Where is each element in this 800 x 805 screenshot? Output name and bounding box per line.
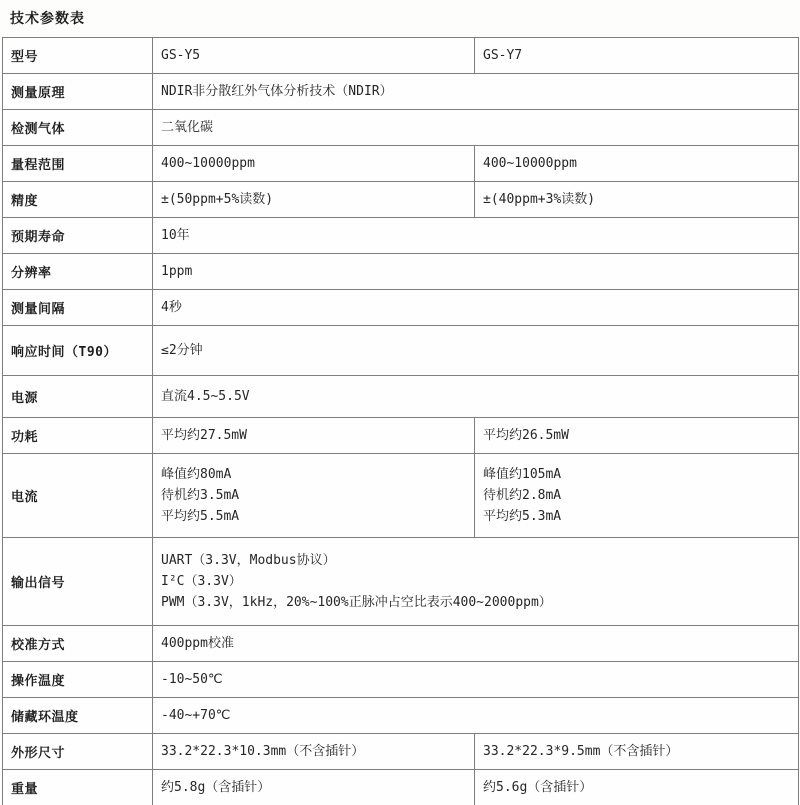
row-label: 测量间隔 [3, 290, 153, 326]
value-line: UART（3.3V，Modbus协议） [161, 553, 336, 568]
table-row [3, 146, 799, 182]
row-value [153, 662, 799, 698]
value-line: I²C（3.3V） [161, 574, 242, 589]
value-line: ≤2分钟 [161, 343, 203, 358]
row-label: 储藏环温度 [3, 698, 153, 734]
value-line: 直流4.5~5.5V [161, 389, 250, 404]
row-value [153, 376, 799, 418]
table-row [3, 454, 799, 538]
row-label: 型号 [3, 38, 153, 74]
row-label: 电源 [3, 376, 153, 418]
row-label: 测量原理 [3, 74, 153, 110]
value-line: 峰值约105mA [483, 467, 562, 482]
row-value [153, 454, 475, 538]
value-line: 400ppm校准 [161, 636, 234, 651]
row-value [153, 770, 475, 805]
row-label: 精度 [3, 182, 153, 218]
table-row [3, 254, 799, 290]
value-line: 1ppm [161, 264, 193, 279]
row-value [153, 626, 799, 662]
table-row [3, 182, 799, 218]
value-line: GS-Y7 [483, 48, 523, 63]
row-value [475, 146, 799, 182]
row-value [153, 38, 475, 74]
table-row [3, 110, 799, 146]
table-row [3, 662, 799, 698]
row-label: 操作温度 [3, 662, 153, 698]
row-value [153, 418, 475, 454]
value-line: 峰值约80mA [161, 467, 232, 482]
value-line: -10~50℃ [161, 672, 223, 687]
page-title: 技术参数表 [10, 11, 85, 27]
value-line: GS-Y5 [161, 48, 201, 63]
row-value [153, 182, 475, 218]
value-line: 33.2*22.3*9.5mm（不含插针） [483, 744, 679, 759]
row-label: 输出信号 [3, 538, 153, 626]
row-value [475, 770, 799, 805]
table-row [3, 326, 799, 376]
table-row [3, 290, 799, 326]
value-line: 约5.8g（含插针） [161, 780, 271, 795]
row-value [153, 326, 799, 376]
row-value [475, 418, 799, 454]
row-label: 重量 [3, 770, 153, 805]
table-row [3, 698, 799, 734]
table-row [3, 418, 799, 454]
value-line: 约5.6g（含插针） [483, 780, 593, 795]
value-line: 400~10000ppm [483, 156, 577, 171]
row-value [475, 182, 799, 218]
value-line: 待机约3.5mA [161, 488, 240, 503]
row-value [475, 38, 799, 74]
row-value [475, 454, 799, 538]
row-label: 量程范围 [3, 146, 153, 182]
row-label: 功耗 [3, 418, 153, 454]
row-value [153, 254, 799, 290]
value-line: 平均约5.5mA [161, 509, 240, 524]
row-label: 电流 [3, 454, 153, 538]
value-line: 4秒 [161, 300, 182, 315]
table-row [3, 376, 799, 418]
row-label: 检测气体 [3, 110, 153, 146]
value-line: 33.2*22.3*10.3mm（不含插针） [161, 744, 365, 759]
row-value [153, 110, 799, 146]
value-line: 二氧化碳 [161, 120, 214, 135]
row-value [153, 74, 799, 110]
table-row [3, 218, 799, 254]
row-label: 外形尺寸 [3, 734, 153, 770]
value-line: PWM（3.3V，1kHz，20%~100%正脉冲占空比表示400~2000ppm） [161, 595, 552, 610]
row-value [153, 146, 475, 182]
row-value [153, 734, 475, 770]
value-line: 400~10000ppm [161, 156, 255, 171]
value-line: NDIR非分散红外气体分析技术（NDIR） [161, 84, 393, 99]
row-value [153, 698, 799, 734]
row-label: 响应时间（T90） [3, 326, 153, 376]
value-line: 平均约26.5mW [483, 428, 569, 443]
value-line: 10年 [161, 228, 190, 243]
spec-table [2, 37, 799, 805]
row-label: 预期寿命 [3, 218, 153, 254]
row-label: 分辨率 [3, 254, 153, 290]
table-row [3, 626, 799, 662]
table-row [3, 38, 799, 74]
row-value [475, 734, 799, 770]
row-value [153, 218, 799, 254]
value-line: 待机约2.8mA [483, 488, 562, 503]
table-row [3, 74, 799, 110]
value-line: ±(50ppm+5%读数) [161, 192, 274, 207]
row-label: 校准方式 [3, 626, 153, 662]
table-row [3, 770, 799, 805]
row-value [153, 538, 799, 626]
value-line: ±(40ppm+3%读数) [483, 192, 596, 207]
table-row [3, 538, 799, 626]
value-line: 平均约5.3mA [483, 509, 562, 524]
table-row [3, 734, 799, 770]
value-line: -40~+70℃ [161, 708, 231, 723]
value-line: 平均约27.5mW [161, 428, 247, 443]
row-value [153, 290, 799, 326]
